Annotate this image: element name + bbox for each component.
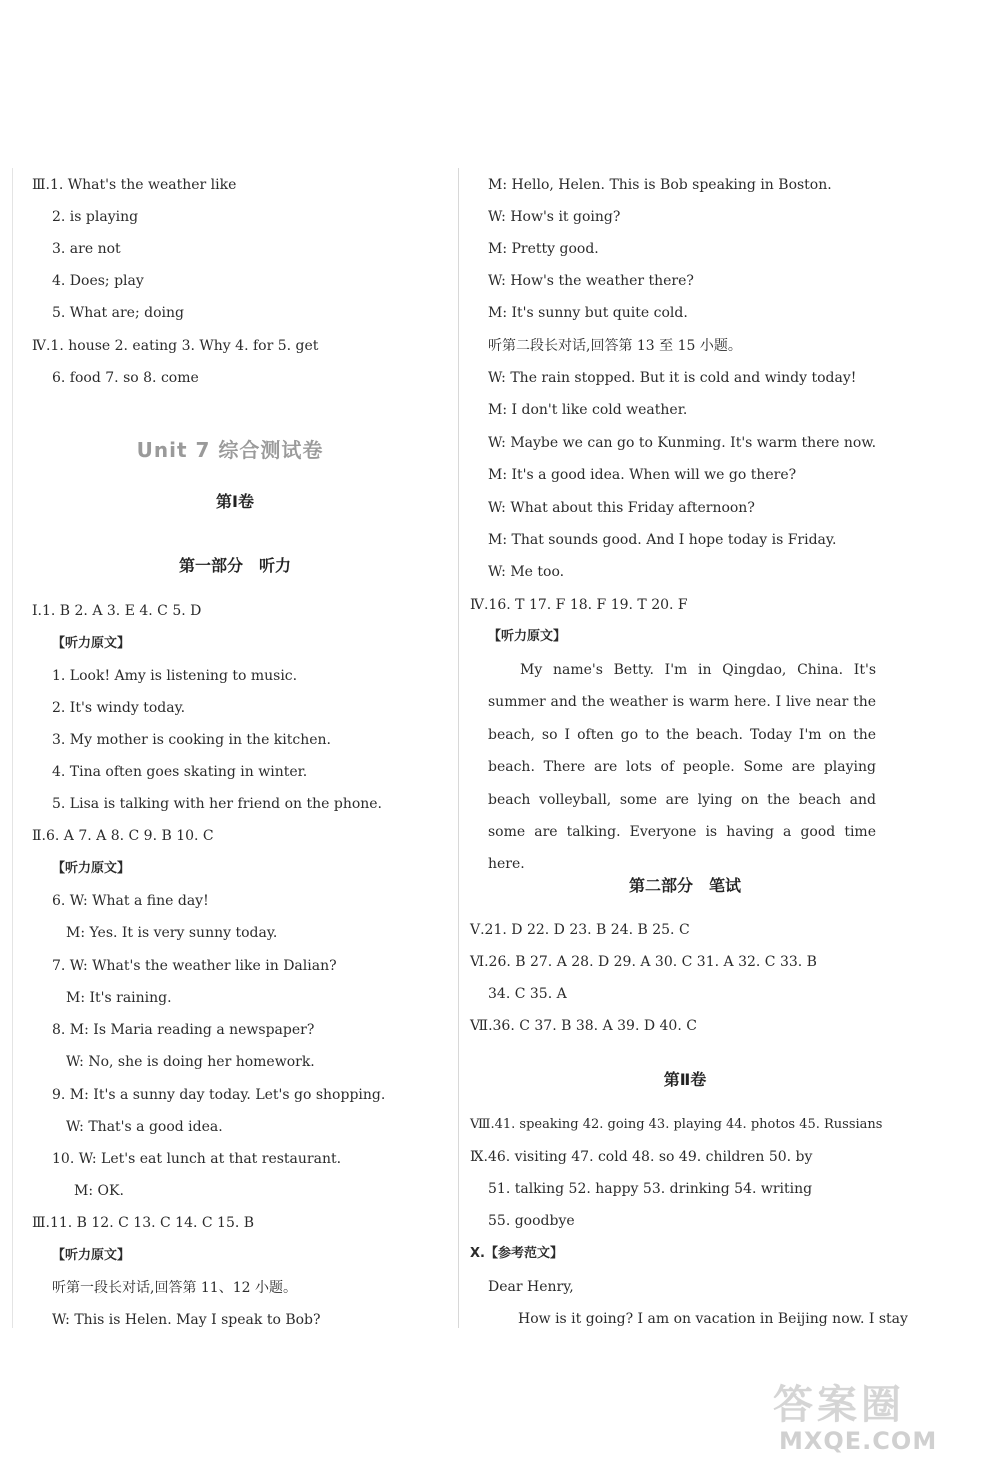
volume-heading: 第Ⅱ卷 [663, 1070, 707, 1089]
answer-line: Ⅲ.1. What's the weather like [32, 177, 237, 193]
letter-greeting: Dear Henry, [488, 1279, 574, 1295]
letter-line: How is it going? I am on vacation in Beijing now. I stay [518, 1311, 908, 1327]
part-heading: 第二部分 笔试 [628, 876, 741, 895]
reference-essay-tag: Ⅹ.【参考范文】 [470, 1246, 563, 1261]
column-divider [458, 168, 459, 1328]
script-line: M: It's a good idea. When will we go there? [488, 467, 797, 483]
script-line: M: It's raining. [66, 990, 172, 1006]
answer-line: 2. is playing [52, 209, 139, 225]
script-line: 2. It's windy today. [52, 700, 186, 716]
script-line: M: Yes. It is very sunny today. [66, 925, 278, 941]
script-line: W: That's a good idea. [66, 1119, 223, 1135]
script-line: 4. Tina often goes skating in winter. [52, 764, 308, 780]
script-line: M: Hello, Helen. This is Bob speaking in Boston. [488, 177, 832, 193]
watermark-logo-text: 答案圈 [773, 1382, 905, 1428]
volume-heading: 第Ⅰ卷 [216, 492, 254, 511]
listening-passage: My name's Betty. I'm in Qingdao, China. It's summer and the weather is warm here. I live near the beach, so I often go to the beach. Today I'm on the beach. There are lots of people. Some are playing beach volleyball, some are lying on the beach and some are talking. Everyone is having a good time here. [488, 662, 876, 873]
answer-line: 5. What are; doing [52, 305, 184, 321]
script-line: W: What about this Friday afternoon? [488, 500, 755, 516]
script-line: W: This is Helen. May I speak to Bob? [52, 1312, 321, 1328]
script-line: 1. Look! Amy is listening to music. [52, 668, 298, 684]
answer-line: 3. are not [52, 241, 121, 257]
answer-line: Ⅶ.36. C 37. B 38. A 39. D 40. C [470, 1018, 697, 1034]
answer-line: 34. C 35. A [488, 986, 567, 1002]
script-line: M: I don't like cold weather. [488, 402, 688, 418]
answer-line: Ⅰ.1. B 2. A 3. E 4. C 5. D [32, 603, 202, 619]
answer-line: Ⅳ.16. T 17. F 18. F 19. T 20. F [470, 597, 688, 613]
answer-line: Ⅲ.11. B 12. C 13. C 14. C 15. B [32, 1215, 255, 1231]
answer-line: 51. talking 52. happy 53. drinking 54. writing [488, 1181, 813, 1197]
script-line: 5. Lisa is talking with her friend on the phone. [52, 796, 383, 812]
script-line: W: No, she is doing her homework. [66, 1054, 315, 1070]
listening-script-tag: 【听力原文】 [52, 1248, 131, 1263]
listening-script-tag: 【听力原文】 [52, 861, 131, 876]
watermark-url: MXQE.COM [779, 1427, 938, 1455]
answer-line: 4. Does; play [52, 273, 144, 289]
script-line: 9. M: It's a sunny day today. Let's go shopping. [52, 1087, 386, 1103]
answer-line: Ⅳ.1. house 2. eating 3. Why 4. for 5. get [32, 338, 319, 354]
script-line: W: The rain stopped. But it is cold and windy today! [488, 370, 857, 386]
script-line: 3. My mother is cooking in the kitchen. [52, 732, 331, 748]
script-line: M: It's sunny but quite cold. [488, 305, 688, 321]
part-heading: 第一部分 听力 [178, 556, 291, 575]
script-line: W: Me too. [488, 564, 565, 580]
unit-title: Unit 7 综合测试卷 [136, 438, 324, 462]
script-line: M: OK. [74, 1183, 124, 1199]
answer-line: Ⅴ.21. D 22. D 23. B 24. B 25. C [470, 922, 690, 938]
script-line: 听第二段长对话,回答第 13 至 15 小题。 [488, 338, 742, 354]
script-line: W: Maybe we can go to Kunming. It's warm there now. [488, 435, 877, 451]
script-line: 8. M: Is Maria reading a newspaper? [52, 1022, 315, 1038]
listening-script-tag: 【听力原文】 [52, 636, 131, 651]
answer-line: Ⅸ.46. visiting 47. cold 48. so 49. children 50. by [470, 1149, 813, 1165]
script-line: W: How's the weather there? [488, 273, 694, 289]
script-line: 听第一段长对话,回答第 11、12 小题。 [52, 1280, 297, 1296]
script-line: 10. W: Let's eat lunch at that restaurant. [52, 1151, 342, 1167]
answer-line: Ⅷ.41. speaking 42. going 43. playing 44. photos 45. Russians [470, 1117, 883, 1132]
answer-line: Ⅱ.6. A 7. A 8. C 9. B 10. C [32, 828, 214, 844]
page-margin-line [12, 168, 13, 1328]
listening-script-tag: 【听力原文】 [488, 629, 567, 644]
script-line: M: That sounds good. And I hope today is Friday. [488, 532, 837, 548]
site-watermark [773, 1373, 988, 1463]
answer-line: 6. food 7. so 8. come [52, 370, 199, 386]
answer-line: Ⅵ.26. B 27. A 28. D 29. A 30. C 31. A 32. C 33. B [470, 954, 817, 970]
script-line: M: Pretty good. [488, 241, 599, 257]
script-line: 7. W: What's the weather like in Dalian? [52, 958, 337, 974]
answer-line: 55. goodbye [488, 1213, 575, 1229]
script-line: 6. W: What a fine day! [52, 893, 209, 909]
script-line: W: How's it going? [488, 209, 621, 225]
